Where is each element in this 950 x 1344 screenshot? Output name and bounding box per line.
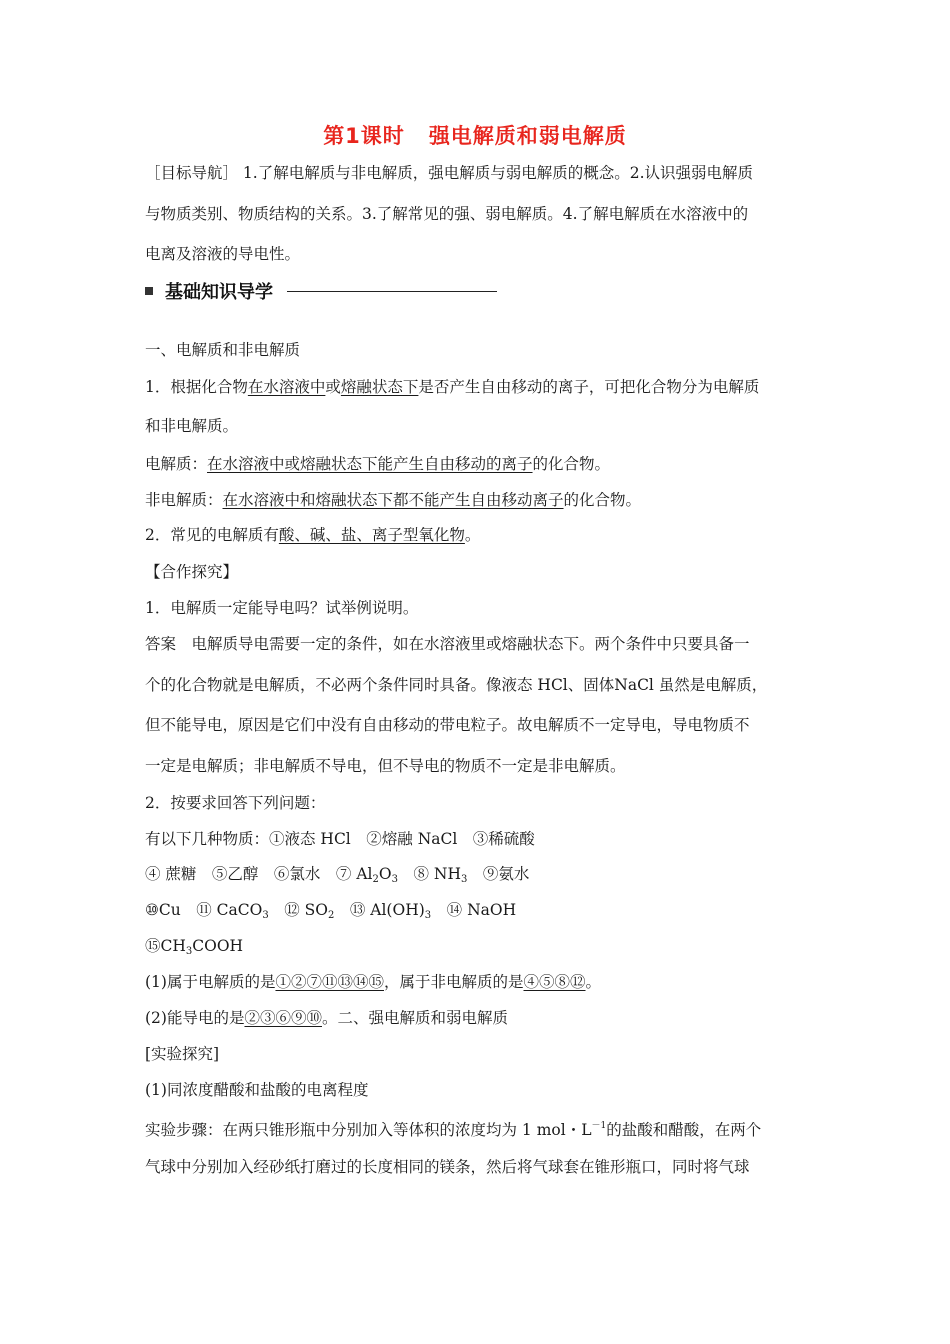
experiment-heading: [实验探究] (145, 1045, 220, 1063)
subscript: 2 (327, 910, 335, 921)
text-span: 的盐酸和醋酸，在两个 (606, 1121, 762, 1139)
text-span: 非电解质： (145, 491, 223, 509)
answer-part-1 (145, 972, 810, 992)
text-span: 1．根据化合物 (145, 378, 248, 396)
cooperation-heading: 【合作探究】 (145, 563, 239, 581)
subscript: 3 (185, 946, 193, 957)
text-span: 2．常见的电解质有 (145, 526, 279, 544)
square-bullet-icon (145, 287, 153, 295)
answer-underline: ④⑤⑧⑫ (523, 973, 586, 991)
text-span: 。 (585, 973, 602, 991)
part-one-heading: 一、电解质和非电解质 (145, 341, 301, 359)
text-span: 电解质： (145, 455, 208, 473)
text-span: 的化合物。 (532, 455, 611, 473)
goals-line-2: 与物质类别、物质结构的关系。3.了解常见的强、弱电解质。4.了解电解质在水溶液中的 (145, 205, 749, 223)
experiment-step-line-1 (145, 1116, 810, 1140)
subscript: 3 (262, 910, 269, 921)
answer-underline: 在水溶液中或熔融状态下能产生自由移动的离子 (207, 455, 533, 473)
text-span: ⑮CH (145, 937, 186, 955)
point-1-line-2: 和非电解质。 (145, 417, 239, 435)
superscript: －1 (591, 1121, 607, 1131)
text-span: 的化合物。 (563, 491, 642, 509)
answer-part-2 (145, 1008, 810, 1028)
text-span: COOH (192, 937, 244, 955)
goals-line-1: ［目标导航］ 1.了解电解质与非电解质，强电解质与弱电解质的概念。2.认识强弱电解质 (145, 164, 754, 182)
answer-underline: ②③⑥⑨⑩ (244, 1009, 322, 1027)
experiment-subheading: (1)同浓度醋酸和盐酸的电离程度 (145, 1081, 369, 1099)
answer-line-2: 个的化合物就是电解质，不必两个条件同时具备。像液态 HCl、固体NaCl 虽然是电解质， (145, 676, 768, 694)
text-span: 或 (325, 378, 341, 396)
text-span: ⑨氨水 (467, 865, 530, 883)
text-span: ，属于非电解质的是 (383, 973, 524, 991)
lesson-topic: 强电解质和弱电解质 (428, 124, 627, 148)
question-1: 1．电解质一定能导电吗？试举例说明。 (145, 599, 419, 617)
subscript: 3 (461, 874, 468, 885)
answer-line-1: 答案 电解质导电需要一定的条件，如在水溶液里或熔融状态下。两个条件中只要具备一 (145, 635, 750, 653)
substance-list-intro: 有以下几种物质：①液态 HCl ②熔融 NaCl ③稀硫酸 (145, 830, 535, 848)
lesson-title (0, 120, 950, 150)
answer-underline: 在水溶液中和熔融状态下都不能产生自由移动离子 (222, 491, 564, 509)
subscript: 3 (391, 874, 398, 885)
subscript: 3 (424, 910, 432, 921)
question-2: 2．按要求回答下列问题： (145, 794, 326, 812)
goals-line-3: 电离及溶液的导电性。 (145, 245, 301, 263)
point-1-line-1 (145, 377, 810, 397)
text-span: ⑭ NaOH (431, 901, 517, 919)
answer-underline: ①②⑦⑪⑬⑭⑮ (275, 973, 384, 991)
text-span: 实验步骤：在两只锥形瓶中分别加入等体积的浓度均为 1 mol・L (145, 1121, 592, 1139)
substance-list-row-4 (145, 936, 810, 962)
text-span: (2)能导电的是 (145, 1009, 245, 1027)
nonelectrolyte-definition (145, 490, 810, 510)
subscript: 2 (372, 874, 379, 885)
text-span: 。二、强电解质和弱电解质 (321, 1009, 508, 1027)
answer-underline: 熔融状态下 (340, 378, 419, 396)
text-span: ⑧ NH (397, 865, 461, 883)
text-span: ⑫ SO (268, 901, 328, 919)
text-span: ⑩Cu ⑪ CaCO (145, 901, 263, 919)
section-heading-label: 基础知识导学 (165, 282, 273, 303)
lesson-number: 第1课时 (323, 124, 405, 148)
substance-list-row-2 (145, 864, 810, 890)
answer-underline: 酸、碱、盐、离子型氧化物 (278, 526, 465, 544)
text-span: O (378, 865, 392, 883)
section-rule (287, 291, 497, 292)
answer-line-4: 一定是电解质；非电解质不导电，但不导电的物质不一定是非电解质。 (145, 757, 626, 775)
experiment-step-line-2: 气球中分别加入经砂纸打磨过的长度相同的镁条，然后将气球套在锥形瓶口，同时将气球 (145, 1158, 750, 1176)
text-span: ⑬ Al(OH) (334, 901, 425, 919)
text-span: 是否产生自由移动的离子，可把化合物分为电解质 (418, 378, 760, 396)
substance-list-row-3 (145, 900, 810, 926)
answer-line-3: 但不能导电，原因是它们中没有自由移动的带电粒子。故电解质不一定导电，导电物质不 (145, 716, 750, 734)
text-span: ④ 蔗糖 ⑤乙醇 ⑥氯水 ⑦ Al (145, 865, 373, 883)
text-span: (1)属于电解质的是 (145, 973, 276, 991)
answer-underline: 在水溶液中 (247, 378, 326, 396)
electrolyte-definition (145, 454, 810, 474)
point-2 (145, 525, 810, 545)
section-heading (145, 279, 497, 303)
text-span: 。 (464, 526, 481, 544)
